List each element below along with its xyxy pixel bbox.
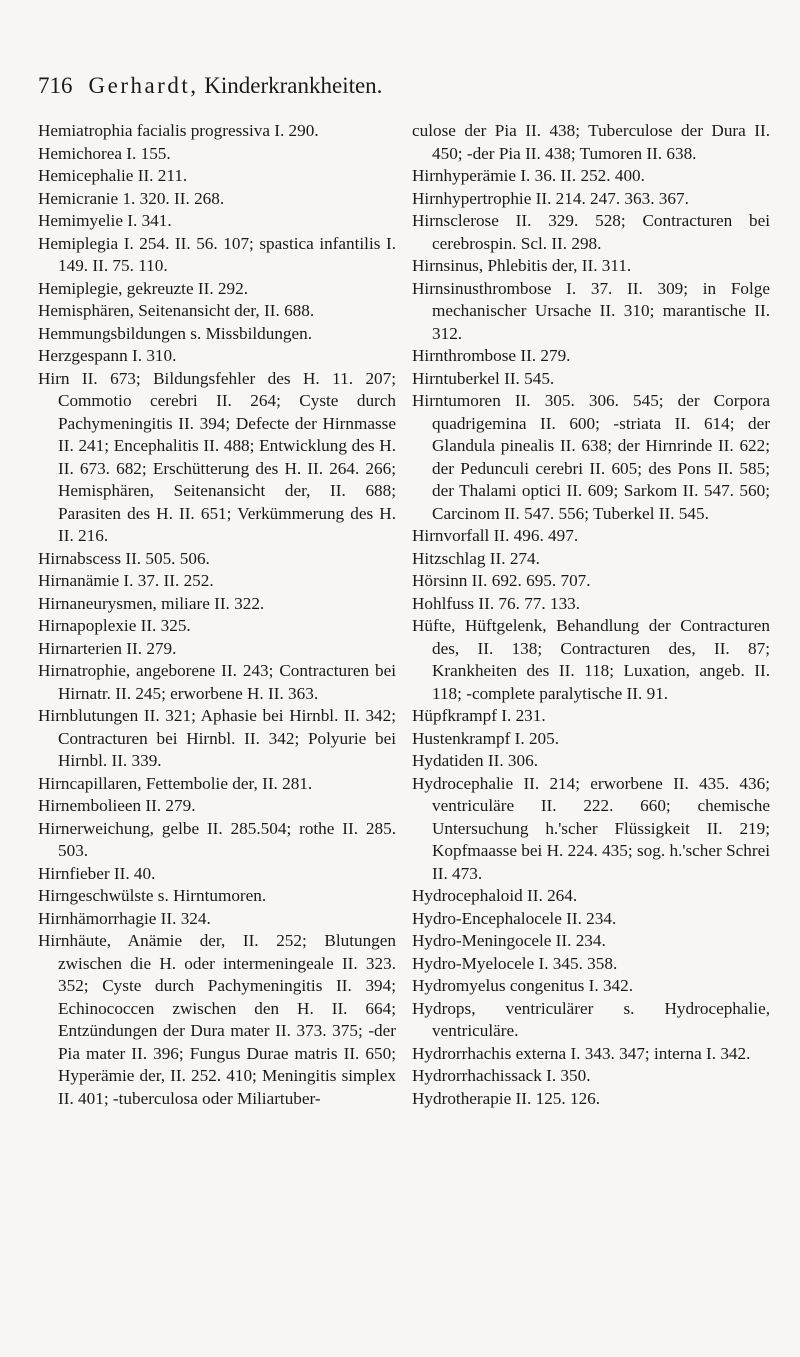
index-entry: Hemiplegie, gekreuzte II. 292. xyxy=(38,278,248,298)
index-entry: Hüpfkrampf I. 231. xyxy=(412,706,546,725)
index-entry: Hirntuberkel II. 545. xyxy=(412,368,555,388)
index-entry: Hirnerweichung, gelbe II. 285.504; rothe II. 285. 503. xyxy=(38,818,396,860)
index-entry: Hydrops, ventriculärer s. Hydrocephalie, ventriculäre. xyxy=(412,998,770,1040)
index-entry: culose der Pia II. 438; Tuberculose der Dura II. 450; -der Pia II. 438; Tumoren II. 638. xyxy=(412,121,770,163)
index-entry: Hemichorea I. 155. xyxy=(38,143,171,163)
index-entry: Hirnanämie I. 37. II. 252. xyxy=(38,571,214,590)
index-entry: Hirnaneurysmen, miliare II. 322. xyxy=(38,593,265,613)
index-entry: Hemiatrophia facialis progressiva I. 290. xyxy=(38,121,319,140)
index-entry: Hydrocephalie II. 214; erworbene II. 435. 436; ventriculäre II. 222. 660; chemische Untersuchung h.'scher Flüssigkeit II. 219; Kopfmaasse bei H. 224. 435; sog. h.'scher Schrei II. 473. xyxy=(412,773,770,883)
index-entry: Hirnhypertrophie II. 214. 247. 363. 367. xyxy=(412,188,689,208)
running-header xyxy=(38,66,773,106)
index-entry: Hirnhämorrhagie II. 324. xyxy=(38,908,211,928)
index-column-right xyxy=(412,120,770,1110)
index-entry: Hydatiden II. 306. xyxy=(412,751,539,770)
index-entry: Hemiplegia I. 254. II. 56. 107; spastica infantilis I. 149. II. 75. 110. xyxy=(38,233,396,275)
index-entry: Hydro-Myelocele I. 345. 358. xyxy=(412,953,618,973)
index-entry: Hemicranie 1. 320. II. 268. xyxy=(38,188,225,208)
index-entry: Hustenkrampf I. 205. xyxy=(412,728,560,748)
index-entry: Hirnsinus, Phlebitis der, II. 311. xyxy=(412,256,632,275)
index-entry: Hydrorrhachis externa I. 343. 347; interna I. 342. xyxy=(412,1043,751,1063)
index-entry: Hirnsinusthrombose I. 37. II. 309; in Folge mechanischer Ursache II. 310; marantische II. 312. xyxy=(412,278,770,343)
running-title: Kinderkrankheiten. xyxy=(204,73,383,98)
index-entry: Hirn II. 673; Bildungsfehler des H. 11. 207; Commotio cerebri II. 264; Cyste durch Pachymeningitis II. 394; Defecte der Hirnmasse II. 241; Encephalitis II. 488; Entwicklung des H. II. 673. 682; Erschütterung des H. II. 264. 266; Hemisphären, Seitenansicht der, II. 688; Parasiten des H. II. 651; Verkümmerung des H. II. 216. xyxy=(38,368,396,545)
index-column-left xyxy=(38,120,396,1110)
index-entry: Hirnblutungen II. 321; Aphasie bei Hirnbl. II. 342; Contracturen bei Hirnbl. II. 342; Polyurie bei Hirnbl. II. 339. xyxy=(38,706,396,770)
index-entry: Hirnhäute, Anämie der, II. 252; Blutungen zwischen die H. oder intermeningeale II. 323. 352; Cyste durch Pachymeningitis II. 394; Echinococcen zwischen den H. II. 664; Entzündungen der Dura mater II. 373. 375; -der Pia mater II. 396; Fungus Durae matris II. 650; Hyperämie der, II. 252. 410; Meningitis simplex II. 401; -tuberculosa oder Miliartuber- xyxy=(38,931,396,1108)
index-entry: Hirnsclerose II. 329. 528; Contracturen bei cerebrospin. Scl. II. 298. xyxy=(412,211,770,253)
index-entry: Hirnembolieen II. 279. xyxy=(38,796,196,815)
index-entry: Hydro-Meningocele II. 234. xyxy=(412,931,606,950)
index-entry: Hirnabscess II. 505. 506. xyxy=(38,548,210,568)
index-entry: Hirnhyperämie I. 36. II. 252. 400. xyxy=(412,166,645,185)
index-entry: Hörsinn II. 692. 695. 707. xyxy=(412,571,591,590)
index-entry: Hirnthrombose II. 279. xyxy=(412,346,571,365)
index-entry: Hirnarterien II. 279. xyxy=(38,638,177,658)
page-number: 716 xyxy=(38,73,73,98)
index-entry: Hüfte, Hüftgelenk, Behandlung der Contracturen des, II. 138; Contracturen des, II. 87; Krankheiten des II. 118; Luxation, angeb. II. 118; -complete paralytische II. 91. xyxy=(412,616,770,703)
index-entry: Hydrotherapie II. 125. 126. xyxy=(412,1088,601,1108)
index-entry: Hirncapillaren, Fettembolie der, II. 281. xyxy=(38,773,313,793)
index-entry: Hirnapoplexie II. 325. xyxy=(38,616,191,635)
index-entry: Hemisphären, Seitenansicht der, II. 688. xyxy=(38,301,315,320)
index-entry: Hirntumoren II. 305. 306. 545; der Corpora quadrigemina II. 600; -striata II. 614; der Glandula pinealis II. 638; der Hirnrinde II. 622; der Pedunculi cerebri II. 605; des Pons II. 585; der Thalami optici II. 609; Sarkom II. 547. 560; Carcinom II. 547. 556; Tuberkel II. 545. xyxy=(412,391,770,523)
index-entry: Hydrocephaloid II. 264. xyxy=(412,886,578,905)
index-entry: Hydromyelus congenitus I. 342. xyxy=(412,976,634,995)
index-entry: Hemimyelie I. 341. xyxy=(38,211,172,230)
index-entry: Hirnvorfall II. 496. 497. xyxy=(412,526,579,545)
index-entry: Hemmungsbildungen s. Missbildungen. xyxy=(38,323,313,343)
index-entry: Hydrorrhachissack I. 350. xyxy=(412,1066,591,1085)
index-entry: Hemicephalie II. 211. xyxy=(38,166,188,185)
index-entry: Hohlfuss II. 76. 77. 133. xyxy=(412,593,581,613)
index-entry: Hitzschlag II. 274. xyxy=(412,548,540,568)
index-entry: Hirnatrophie, angeborene II. 243; Contracturen bei Hirnatr. II. 245; erworbene H. II. 363. xyxy=(38,661,396,703)
index-entry: Hirnfieber II. 40. xyxy=(38,863,156,883)
index-entry: Hirngeschwülste s. Hirntumoren. xyxy=(38,886,267,905)
index-entry: Hydro-Encephalocele II. 234. xyxy=(412,908,617,928)
index-entry: Herzgespann I. 310. xyxy=(38,346,177,365)
running-title-author: Gerhardt, xyxy=(88,73,199,98)
